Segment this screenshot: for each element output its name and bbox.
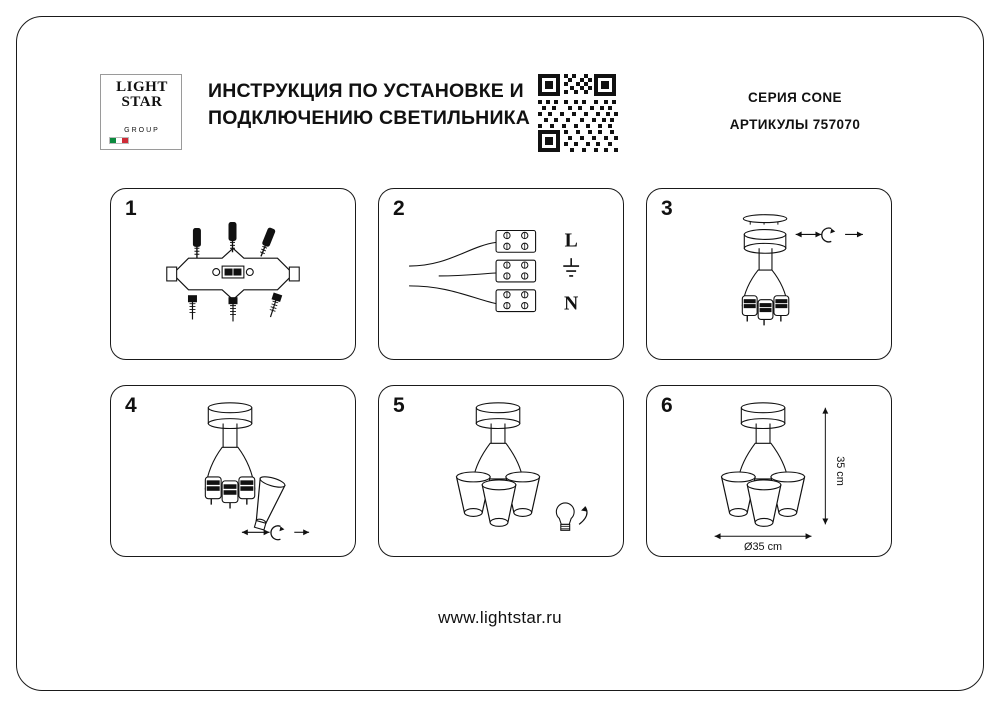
- page-title-line-1: ИНСТРУКЦИЯ ПО УСТАНОВКЕ И: [208, 80, 524, 102]
- qr-code-icon: [536, 72, 618, 154]
- lightstar-logo: [100, 74, 182, 150]
- step-1-number: 1: [125, 197, 137, 220]
- height-dimension-label: 35 cm: [834, 456, 847, 486]
- website-text: www.lightstar.ru: [438, 608, 562, 627]
- page-title: [208, 78, 538, 132]
- series-label: СЕРИЯ CONE: [748, 90, 842, 105]
- step-1: [110, 188, 356, 360]
- step-6: [646, 385, 892, 557]
- terminal-label-N: N: [564, 292, 579, 315]
- diameter-dimension-label: Ø35 cm: [744, 541, 783, 554]
- step-4: [110, 385, 356, 557]
- step-2: [378, 188, 624, 360]
- header: [100, 70, 900, 160]
- terminal-label-L: L: [564, 229, 578, 252]
- logo-line-1: LIGHT: [116, 79, 168, 95]
- step-1-illustration: [111, 189, 355, 359]
- italy-flag-icon: [109, 137, 129, 144]
- step-6-number: 6: [661, 394, 673, 417]
- logo-line-2: STAR: [121, 94, 163, 110]
- step-5-number: 5: [393, 394, 405, 417]
- step-2-illustration: [379, 189, 623, 359]
- website-link[interactable]: [0, 608, 1000, 628]
- step-5: [378, 385, 624, 557]
- article-label: АРТИКУЛЫ 757070: [729, 117, 861, 132]
- page-title-line-2: ПОДКЛЮЧЕНИЮ СВЕТИЛЬНИКА: [208, 107, 531, 129]
- step-3-illustration: [647, 189, 891, 359]
- logo-group-label: GROUP: [124, 127, 160, 134]
- step-3: [646, 188, 892, 360]
- logo-wordmark: [101, 80, 183, 110]
- step-5-illustration: [379, 386, 623, 556]
- product-info: [690, 84, 900, 138]
- step-4-number: 4: [125, 394, 137, 417]
- step-6-illustration: [647, 386, 891, 556]
- step-3-number: 3: [661, 197, 673, 220]
- step-2-number: 2: [393, 197, 405, 220]
- step-4-illustration: [111, 386, 355, 556]
